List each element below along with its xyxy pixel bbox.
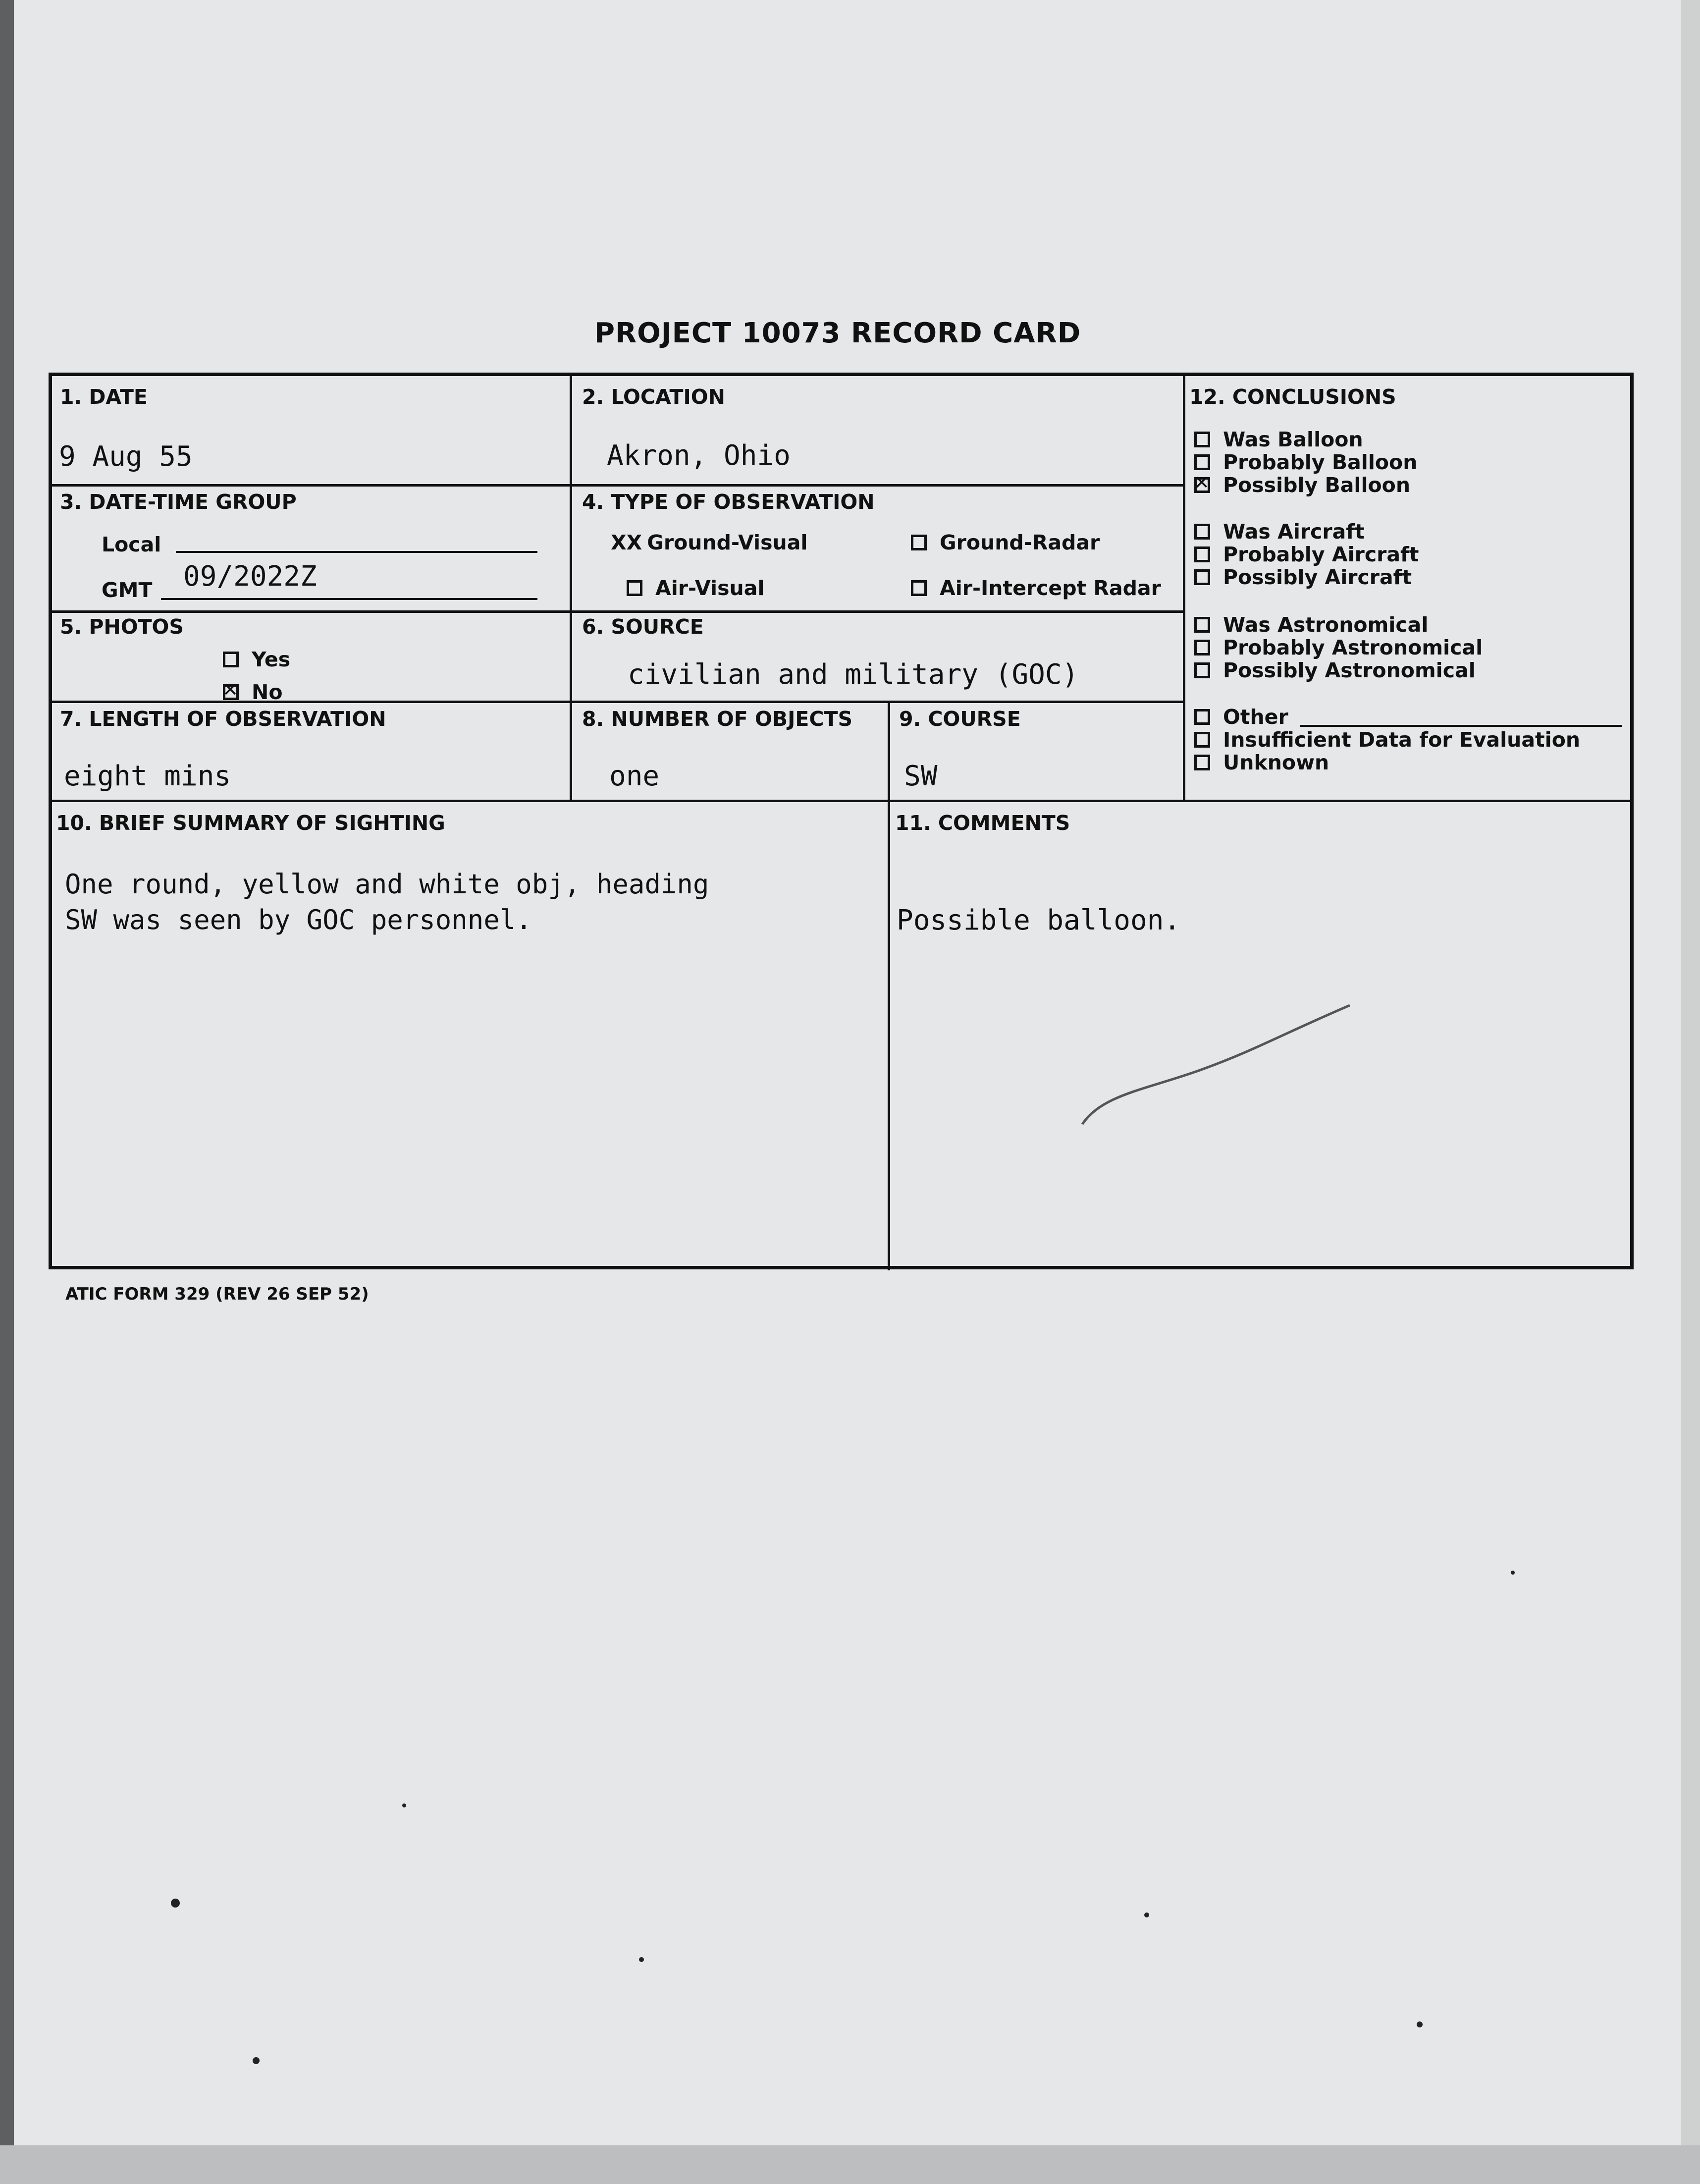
gmt-value: 09/2022Z xyxy=(183,560,317,593)
option-label: Air-Intercept Radar xyxy=(940,576,1161,600)
scan-speck xyxy=(402,1803,406,1807)
checkbox[interactable] xyxy=(911,535,927,550)
divider xyxy=(52,484,1183,487)
checkbox[interactable] xyxy=(1194,640,1210,655)
scan-speck xyxy=(1417,2021,1423,2027)
comments-label: 11. COMMENTS xyxy=(895,811,1070,835)
photos-label: 5. PHOTOS xyxy=(60,615,184,639)
conclusion-was-aircraft[interactable] xyxy=(1194,520,1365,544)
option-label: Was Balloon xyxy=(1223,428,1363,451)
checkbox[interactable] xyxy=(1194,546,1210,562)
divider xyxy=(888,800,890,1270)
option-label: No xyxy=(252,680,283,704)
number-label: 8. NUMBER OF OBJECTS xyxy=(582,707,852,731)
checkbox[interactable] xyxy=(1194,454,1210,470)
dtg-label: 3. DATE-TIME GROUP xyxy=(60,490,297,514)
divider xyxy=(888,701,890,800)
option-label: Possibly Astronomical xyxy=(1223,658,1476,682)
type-ground-visual[interactable] xyxy=(611,531,807,554)
option-label: Was Astronomical xyxy=(1223,613,1429,637)
checkbox-checked[interactable] xyxy=(223,684,239,700)
gmt-label: GMT xyxy=(102,578,153,602)
type-air-visual[interactable] xyxy=(627,576,764,600)
summary-label: 10. BRIEF SUMMARY OF SIGHTING xyxy=(56,811,445,835)
conclusion-possibly-astronomical[interactable] xyxy=(1194,658,1476,682)
option-label: Possibly Aircraft xyxy=(1223,565,1412,589)
conclusion-possibly-aircraft[interactable] xyxy=(1194,565,1412,589)
length-value: eight mins xyxy=(64,760,231,792)
checkbox[interactable] xyxy=(1194,524,1210,540)
checkbox[interactable] xyxy=(1194,617,1210,633)
summary-line-2: SW was seen by GOC personnel. xyxy=(65,904,532,935)
course-label: 9. COURSE xyxy=(899,707,1021,731)
local-underline xyxy=(176,551,537,553)
conclusion-probably-aircraft[interactable] xyxy=(1194,543,1419,566)
option-label: Was Aircraft xyxy=(1223,520,1365,544)
divider xyxy=(52,610,1183,613)
scan-speck xyxy=(1144,1912,1149,1917)
scan-bottom-edge xyxy=(0,2145,1700,2184)
form-title: PROJECT 10073 RECORD CARD xyxy=(594,317,1081,349)
check-mark: XX xyxy=(611,531,642,554)
divider xyxy=(570,376,572,800)
type-label: 4. TYPE OF OBSERVATION xyxy=(582,490,875,514)
length-label: 7. LENGTH OF OBSERVATION xyxy=(60,707,386,731)
course-value: SW xyxy=(904,760,938,792)
location-value: Akron, Ohio xyxy=(607,439,791,472)
conclusion-insufficient-data[interactable] xyxy=(1194,728,1580,752)
pencil-stroke xyxy=(1072,995,1370,1144)
scan-left-edge xyxy=(0,0,15,2184)
checkbox-checked[interactable] xyxy=(1194,477,1210,493)
checkbox[interactable] xyxy=(1194,432,1210,447)
conclusion-probably-astronomical[interactable] xyxy=(1194,636,1483,659)
checkbox[interactable] xyxy=(1194,709,1210,725)
location-label: 2. LOCATION xyxy=(582,385,725,409)
form-number: ATIC FORM 329 (REV 26 SEP 52) xyxy=(65,1284,369,1304)
option-label: Other xyxy=(1223,705,1288,729)
conclusion-possibly-balloon[interactable] xyxy=(1194,473,1410,497)
option-label: Probably Balloon xyxy=(1223,450,1418,474)
checkbox[interactable] xyxy=(911,580,927,596)
other-underline xyxy=(1300,725,1622,727)
checkbox[interactable] xyxy=(1194,569,1210,585)
option-label: Unknown xyxy=(1223,751,1329,774)
scan-speck xyxy=(639,1957,644,1962)
type-air-intercept-radar[interactable] xyxy=(911,576,1161,600)
scan-speck xyxy=(1511,1571,1515,1575)
option-label: Ground-Visual xyxy=(647,531,808,554)
summary-line-1: One round, yellow and white obj, heading xyxy=(65,869,709,900)
checkbox[interactable] xyxy=(223,652,239,667)
option-label: Air-Visual xyxy=(655,576,765,600)
gmt-underline xyxy=(161,598,537,600)
number-value: one xyxy=(609,760,660,792)
checkbox[interactable] xyxy=(1194,732,1210,748)
divider xyxy=(1183,376,1185,800)
option-label: Insufficient Data for Evaluation xyxy=(1223,728,1581,752)
scan-speck xyxy=(253,2057,260,2064)
option-label: Probably Aircraft xyxy=(1223,543,1419,566)
type-ground-radar[interactable] xyxy=(911,531,1100,554)
conclusion-was-astronomical[interactable] xyxy=(1194,613,1428,637)
conclusions-label: 12. CONCLUSIONS xyxy=(1189,385,1396,409)
option-label: Probably Astronomical xyxy=(1223,636,1483,659)
divider xyxy=(52,701,1183,703)
scan-speck xyxy=(171,1899,180,1908)
checkbox[interactable] xyxy=(1194,662,1210,678)
record-card xyxy=(49,373,1634,1269)
option-label: Possibly Balloon xyxy=(1223,473,1411,497)
date-value: 9 Aug 55 xyxy=(59,440,193,473)
conclusion-other[interactable] xyxy=(1194,705,1288,729)
conclusion-unknown[interactable] xyxy=(1194,751,1329,774)
option-label: Ground-Radar xyxy=(940,531,1100,554)
comments-value: Possible balloon. xyxy=(897,904,1181,936)
photos-no[interactable] xyxy=(223,680,282,704)
checkbox[interactable] xyxy=(627,580,642,596)
conclusion-probably-balloon[interactable] xyxy=(1194,450,1417,474)
photos-yes[interactable] xyxy=(223,648,290,671)
source-label: 6. SOURCE xyxy=(582,615,704,639)
conclusion-was-balloon[interactable] xyxy=(1194,428,1363,451)
divider xyxy=(52,800,1632,802)
date-label: 1. DATE xyxy=(60,385,148,409)
source-value: civilian and military (GOC) xyxy=(628,658,1079,691)
checkbox[interactable] xyxy=(1194,755,1210,770)
local-label: Local xyxy=(102,533,161,556)
option-label: Yes xyxy=(252,648,291,671)
